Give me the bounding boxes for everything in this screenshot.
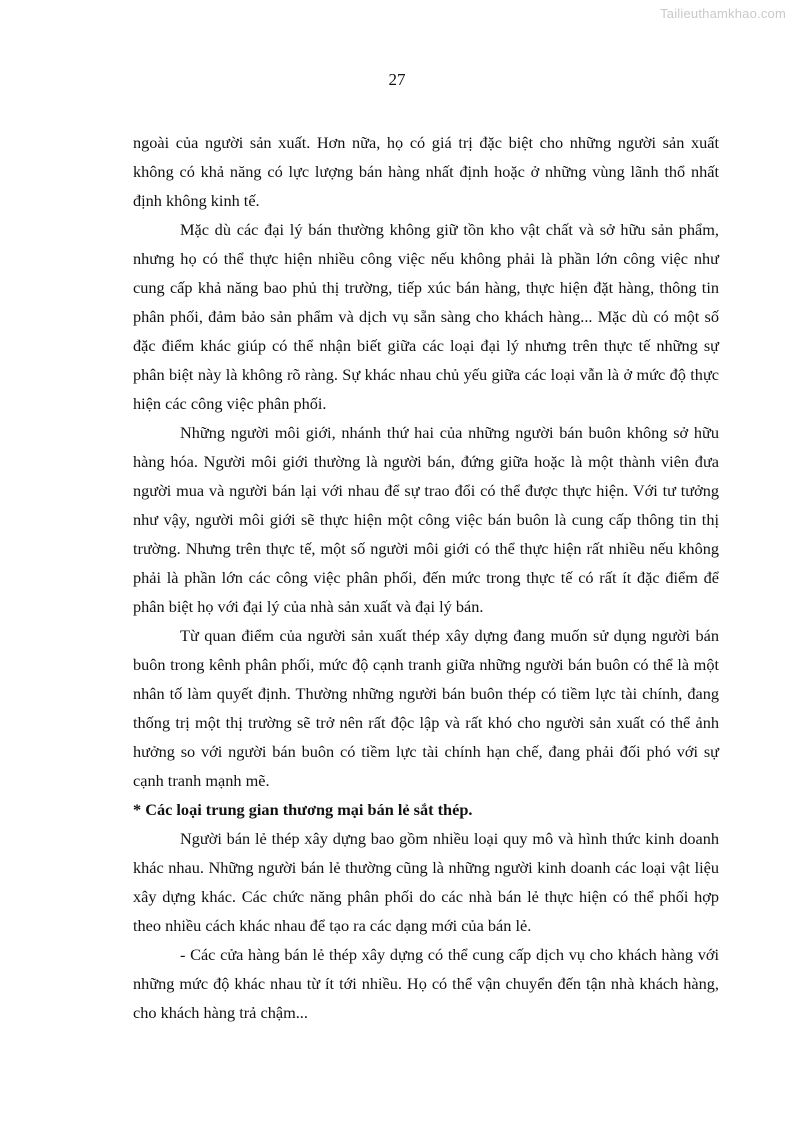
paragraph-6: - Các cửa hàng bán lẻ thép xây dựng có thể cung cấp dịch vụ cho khách hàng với những mức độ khác nhau từ ít tới nhiều. Họ có thể vận chuyển đến tận nhà khách hàng, cho khách hàng trả chậm...	[133, 945, 719, 1022]
paragraph-5: Người bán lẻ thép xây dựng bao gồm nhiều loại quy mô và hình thức kinh doanh khác nhau. Những người bán lẻ thường cũng là những người kinh doanh các loại vật liệu xây dựng khác. Các chức năng phân phối do các nhà bán lẻ thực hiện có thể phối hợp theo nhiều cách khác nhau để tạo ra các dạng mới của bán lẻ.	[133, 829, 719, 935]
paragraph-4: Từ quan điểm của người sản xuất thép xây dựng đang muốn sử dụng người bán buôn trong kênh phân phối, mức độ cạnh tranh giữa những người bán buôn có thể là một nhân tố làm quyết định. Thường những người bán buôn thép có tiềm lực tài chính, đang thống trị một thị trường sẽ trở nên rất độc lập và rất khó cho người sản xuất có thể ảnh hưởng so với người bán buôn có tiềm lực tài chính hạn chế, đang phải đối phó với sự cạnh tranh mạnh mẽ.	[133, 626, 719, 790]
watermark: Tailieuthamkhao.com	[660, 6, 786, 21]
paragraph-3: Những người môi giới, nhánh thứ hai của những người bán buôn không sở hữu hàng hóa. Người môi giới thường là người bán, đứng giữa hoặc là một thành viên đưa người mua và người bán lại với nhau để sự trao đổi có thể được thực hiện. Với tư tưởng như vậy, người môi giới sẽ thực hiện một công việc bán buôn là cung cấp thông tin thị trường. Nhưng trên thực tế, một số người môi giới có thể thực hiện rất nhiều nếu không phải là phần lớn các công việc phân phối, đến mức trong thực tế có rất ít đặc điểm để phân biệt họ với đại lý của nhà sản xuất và đại lý bán.	[133, 423, 719, 616]
page-number: 27	[388, 70, 406, 89]
document-body	[133, 128, 719, 1027]
paragraph-2: Mặc dù các đại lý bán thường không giữ tồn kho vật chất và sở hữu sản phẩm, nhưng họ có thể thực hiện nhiều công việc nếu không phải là phần lớn công việc như cung cấp khả năng bao phủ thị trường, tiếp xúc bán hàng, thực hiện đặt hàng, thông tin phân phối, đảm bảo sản phẩm và dịch vụ sẵn sàng cho khách hàng... Mặc dù có một số đặc điểm khác giúp có thể nhận biết giữa các loại đại lý nhưng trên thực tế những sự phân biệt này là không rõ ràng. Sự khác nhau chủ yếu giữa các loại vẫn là ở mức độ thực hiện các công việc phân phối.	[133, 220, 719, 413]
section-heading: * Các loại trung gian thương mại bán lẻ sắt thép.	[133, 800, 473, 819]
paragraph-1: ngoài của người sản xuất. Hơn nữa, họ có giá trị đặc biệt cho những người sản xuất không có khả năng có lực lượng bán hàng nhất định hoặc ở những vùng lãnh thổ nhất định không kinh tế.	[133, 133, 719, 210]
